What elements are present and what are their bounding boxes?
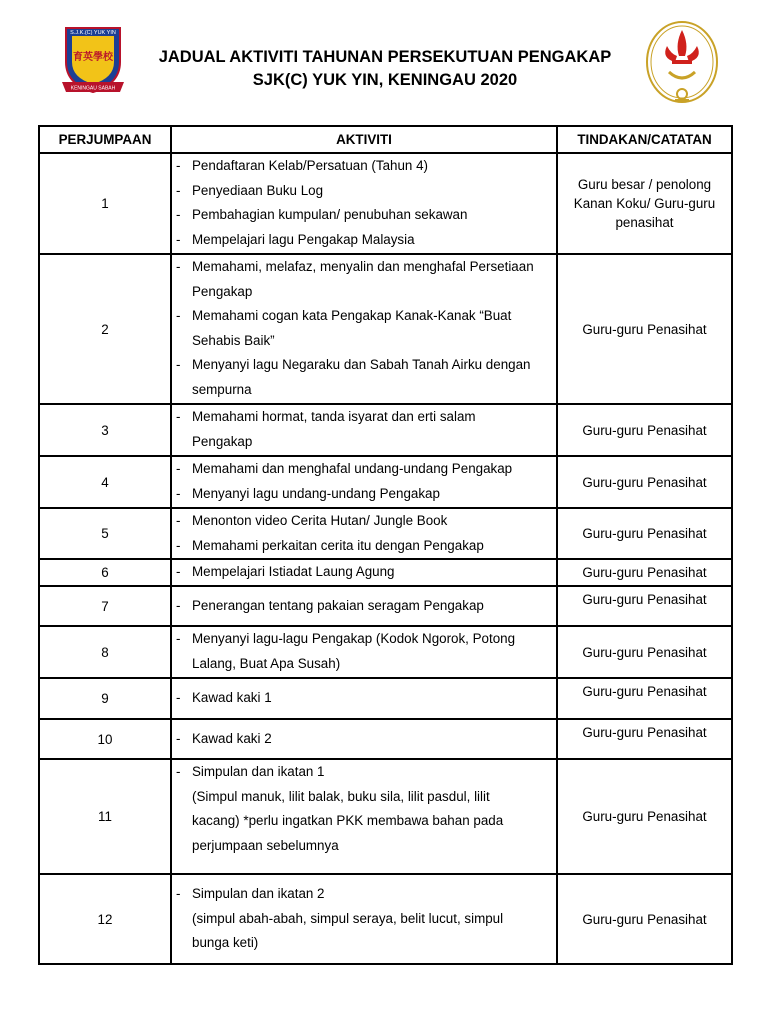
table-row xyxy=(39,508,732,559)
action-note: Guru-guru Penasihat xyxy=(557,404,732,456)
activity-schedule-table xyxy=(38,125,733,965)
activity-list xyxy=(172,509,556,558)
crest-ribbon-text: KENINGAU SABAH xyxy=(70,85,116,92)
table-row xyxy=(39,678,732,719)
meeting-number: 11 xyxy=(39,759,171,874)
table-row xyxy=(39,719,732,759)
meeting-number: 7 xyxy=(39,586,171,626)
action-note: Guru-guru Penasihat xyxy=(557,719,732,759)
activity-list xyxy=(172,457,556,506)
activity-item-continuation: Lalang, Buat Apa Susah) xyxy=(192,655,341,671)
activity-item: - Pendaftaran Kelab/Persatuan (Tahun 4) xyxy=(172,154,556,179)
meeting-number: 2 xyxy=(39,254,171,404)
table-row xyxy=(39,404,732,456)
table-row xyxy=(39,586,732,626)
activity-item: - Menyanyi lagu-lagu Pengakap (Kodok Ngorok, Potong xyxy=(172,627,556,652)
table-row xyxy=(39,759,732,874)
activity-item: - Memahami perkaitan cerita itu dengan Pengakap xyxy=(172,534,556,559)
activity-item: - Menonton video Cerita Hutan/ Jungle Book xyxy=(172,509,556,534)
activity-item-continuation: (simpul abah-abah, simpul seraya, belit lucut, simpul xyxy=(192,910,504,926)
activity-item: - Menyanyi lagu Negaraku dan Sabah Tanah Airku dengan xyxy=(172,353,556,378)
activity-item: - Memahami cogan kata Pengakap Kanak-Kanak “Buat xyxy=(172,304,556,329)
action-note: Guru besar / penolong Kanan Koku/ Guru-guru penasihat xyxy=(557,153,732,254)
activity-item: - Mempelajari lagu Pengakap Malaysia xyxy=(172,228,556,253)
activity-cell xyxy=(171,456,557,508)
activity-cell xyxy=(171,404,557,456)
activity-item: - Kawad kaki 1 xyxy=(172,686,556,711)
action-note: Guru-guru Penasihat xyxy=(557,678,732,719)
header-aktiviti: AKTIVITI xyxy=(171,126,557,153)
meeting-number: 1 xyxy=(39,153,171,254)
activity-list xyxy=(172,255,556,402)
action-note: Guru-guru Penasihat xyxy=(557,559,732,586)
activity-list xyxy=(172,760,556,858)
activity-list xyxy=(172,405,556,454)
title-line-2: SJK(C) YUK YIN, KENINGAU 2020 xyxy=(252,71,518,89)
activity-list xyxy=(172,560,556,585)
activity-item-continuation: Sehabis Baik” xyxy=(192,332,275,348)
document-title xyxy=(130,46,640,92)
activity-cell xyxy=(171,254,557,404)
meeting-number: 4 xyxy=(39,456,171,508)
crest-chinese-text: 育英學校 xyxy=(73,52,113,63)
table-header-row xyxy=(39,126,732,153)
activity-list xyxy=(172,882,556,956)
activity-list xyxy=(172,154,556,252)
table-row xyxy=(39,559,732,586)
activity-list xyxy=(172,594,556,619)
action-note: Guru-guru Penasihat xyxy=(557,586,732,626)
action-note: Guru-guru Penasihat xyxy=(557,254,732,404)
activity-item: - Penyediaan Buku Log xyxy=(172,179,556,204)
table-row xyxy=(39,153,732,254)
activity-item: - Kawad kaki 2 xyxy=(172,727,556,752)
activity-cell xyxy=(171,586,557,626)
activity-item-continuation: sempurna xyxy=(192,381,252,397)
activity-item: - Mempelajari Istiadat Laung Agung xyxy=(172,560,556,585)
activity-list xyxy=(172,686,556,711)
activity-item-continuation: perjumpaan sebelumnya xyxy=(192,837,339,853)
title-line-1: JADUAL AKTIVITI TAHUNAN PERSEKUTUAN PENGAKAP xyxy=(158,48,612,66)
activity-cell xyxy=(171,626,557,678)
activity-cell xyxy=(171,719,557,759)
meeting-number: 3 xyxy=(39,404,171,456)
action-note: Guru-guru Penasihat xyxy=(557,626,732,678)
action-note: Guru-guru Penasihat xyxy=(557,508,732,559)
meeting-number: 6 xyxy=(39,559,171,586)
activity-item-continuation: kacang) *perlu ingatkan PKK membawa bahan pada xyxy=(192,813,504,828)
activity-item: - Simpulan dan ikatan 2 xyxy=(172,882,556,907)
activity-item-continuation: Pengakap xyxy=(192,433,253,449)
activity-item: - Pembahagian kumpulan/ penubuhan sekawan xyxy=(172,203,556,228)
meeting-number: 10 xyxy=(39,719,171,759)
school-crest-logo xyxy=(60,22,126,96)
scout-emblem-logo xyxy=(645,20,719,108)
activity-item-continuation: (Simpul manuk, lilit balak, buku sila, lilit pasdul, lilit xyxy=(192,788,490,804)
header-tindakan: TINDAKAN/CATATAN xyxy=(557,126,732,153)
table-row xyxy=(39,874,732,964)
meeting-number: 8 xyxy=(39,626,171,678)
activity-cell xyxy=(171,678,557,719)
meeting-number: 12 xyxy=(39,874,171,964)
activity-item: - Memahami dan menghafal undang-undang Pengakap xyxy=(172,457,556,482)
activity-item: - Memahami hormat, tanda isyarat dan erti salam xyxy=(172,405,556,430)
table-row xyxy=(39,626,732,678)
activity-item: - Menyanyi lagu undang-undang Pengakap xyxy=(172,482,556,507)
activity-item-continuation: bunga keti) xyxy=(192,935,259,951)
activity-list xyxy=(172,627,556,676)
table-row xyxy=(39,254,732,404)
activity-cell xyxy=(171,559,557,586)
header-perjumpaan: PERJUMPAAN xyxy=(39,126,171,153)
table-row xyxy=(39,456,732,508)
activity-item: - Memahami, melafaz, menyalin dan menghafal Persetiaan xyxy=(172,255,556,280)
action-note: Guru-guru Penasihat xyxy=(557,456,732,508)
meeting-number: 5 xyxy=(39,508,171,559)
activity-item-continuation: Pengakap xyxy=(192,283,253,299)
action-note: Guru-guru Penasihat xyxy=(557,874,732,964)
crest-arc-text: S.J.K.(C) YUK YIN xyxy=(70,30,116,36)
activity-cell xyxy=(171,759,557,874)
action-note: Guru-guru Penasihat xyxy=(557,759,732,874)
meeting-number: 9 xyxy=(39,678,171,719)
activity-item: - Penerangan tentang pakaian seragam Pengakap xyxy=(172,594,556,619)
activity-cell xyxy=(171,874,557,964)
activity-cell xyxy=(171,153,557,254)
activity-cell xyxy=(171,508,557,559)
activity-item: - Simpulan dan ikatan 1 xyxy=(172,760,556,785)
activity-list xyxy=(172,727,556,752)
